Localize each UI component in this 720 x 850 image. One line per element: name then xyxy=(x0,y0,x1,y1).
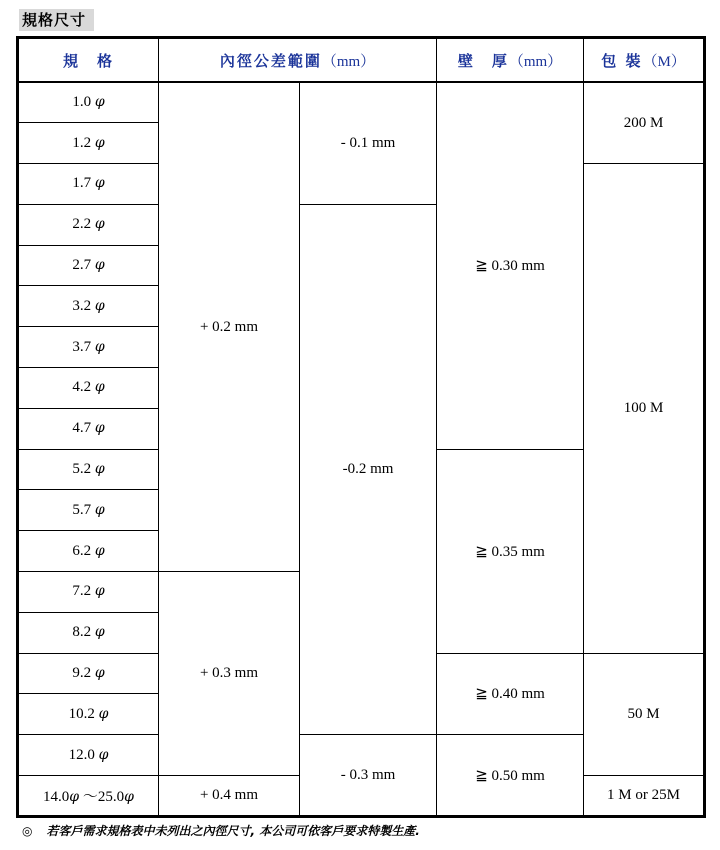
spec-cell: 3.7 φ xyxy=(18,327,159,368)
pack-cell: 50 M xyxy=(584,653,705,775)
spec-cell: 1.7 φ xyxy=(18,164,159,205)
spec-cell: 1.0 φ xyxy=(18,82,159,123)
table-row xyxy=(18,82,705,123)
spec-cell: 2.2 φ xyxy=(18,204,159,245)
header-pack: 包 裝（M） xyxy=(584,38,705,83)
header-wall: 壁 厚（mm） xyxy=(437,38,584,83)
spec-cell: 5.7 φ xyxy=(18,490,159,531)
spec-cell: 12.0 φ xyxy=(18,735,159,776)
pack-cell: 200 M xyxy=(584,82,705,164)
spec-cell: 6.2 φ xyxy=(18,531,159,572)
footnote-text: 若客戶需求規格表中未列出之內徑尺寸, 本公司可依客戶要求特製生產. xyxy=(46,824,420,838)
wall-cell: ≧ 0.50 mm xyxy=(437,735,584,817)
spec-cell: 7.2 φ xyxy=(18,572,159,613)
spec-cell: 2.7 φ xyxy=(18,245,159,286)
pack-cell: 1 M or 25M xyxy=(584,776,705,817)
spec-cell: 8.2 φ xyxy=(18,612,159,653)
tolerance-minus-cell: -0.2 mm xyxy=(300,204,437,734)
header-spec: 規 格 xyxy=(18,38,159,83)
spec-cell: 4.2 φ xyxy=(18,368,159,409)
spec-cell: 9.2 φ xyxy=(18,653,159,694)
footnote-mark: ◎ xyxy=(22,824,33,838)
wall-cell: ≧ 0.35 mm xyxy=(437,449,584,653)
tolerance-plus-cell: + 0.3 mm xyxy=(159,572,300,776)
footnote xyxy=(22,822,420,839)
spec-cell: 10.2 φ xyxy=(18,694,159,735)
tolerance-plus-cell: + 0.2 mm xyxy=(159,82,300,572)
spec-cell: 4.7 φ xyxy=(18,408,159,449)
spec-cell: 3.2 φ xyxy=(18,286,159,327)
tolerance-minus-cell: - 0.1 mm xyxy=(300,82,437,204)
table-header-row xyxy=(18,38,705,83)
page-title: 規格尺寸 xyxy=(19,9,94,31)
wall-cell: ≧ 0.40 mm xyxy=(437,653,584,735)
pack-cell: 100 M xyxy=(584,164,705,654)
tolerance-minus-cell: - 0.3 mm xyxy=(300,735,437,817)
spec-cell: 14.0φ ～25.0φ xyxy=(18,776,159,817)
spec-cell: 1.2 φ xyxy=(18,123,159,164)
spec-table xyxy=(16,36,706,818)
tolerance-plus-cell: + 0.4 mm xyxy=(159,776,300,817)
wall-cell: ≧ 0.30 mm xyxy=(437,82,584,449)
header-tolerance: 內徑公差範圍（mm） xyxy=(159,38,437,83)
spec-cell: 5.2 φ xyxy=(18,449,159,490)
